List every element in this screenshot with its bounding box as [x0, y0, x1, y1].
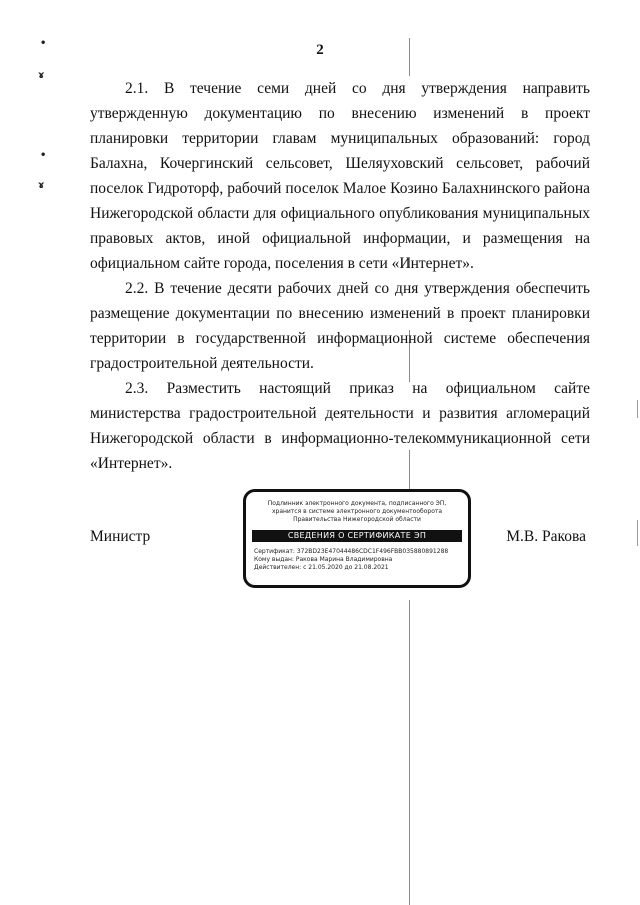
stamp-header-line: Подлинник электронного документа, подписанного ЭП,: [267, 500, 447, 507]
paragraph-2-3: 2.3. Разместить настоящий приказ на официальном сайте министерства градостроительной деятельности и развития агломераций Нижегородской области в информационно-телекоммуникационной сети «Интернет».: [90, 380, 590, 472]
electronic-signature-stamp: [243, 489, 471, 588]
stamp-certificate-bar: СВЕДЕНИЯ О СЕРТИФИКАТЕ ЭП: [252, 530, 462, 542]
scan-artifact-line: [637, 520, 638, 546]
stamp-header: [246, 500, 468, 524]
document-body: [90, 76, 590, 476]
scan-artifact-dot: ɤ: [38, 70, 45, 81]
stamp-details: [254, 548, 460, 572]
scan-artifact-line: [637, 400, 638, 418]
page-number: 2: [316, 42, 324, 58]
scan-artifact-dot: ɤ: [38, 180, 45, 191]
scan-artifact-line: [409, 600, 410, 905]
stamp-validity: Действителен: с 21.05.2020 до 21.08.2021: [254, 564, 389, 571]
stamp-issued-to: Кому выдан: Ракова Марина Владимировна: [254, 556, 393, 563]
paragraph-2-1: 2.1. В течение семи дней со дня утверждения направить утвержденную документацию по внесению изменений в проект планировки территории главам муниципальных образований: город Балахна, Кочергинский сельсовет, Шеляуховский сельсовет, рабочий поселок Гидроторф, рабочий поселок Малое Козино Балахнинского района Нижегородской области для официального опубликования муниципальных правовых актов, иной официальной информации, и размещения на официальном сайте города, поселения в сети «Интернет».: [90, 80, 590, 272]
scan-artifact-dot: •: [40, 38, 47, 49]
stamp-header-line: Правительства Нижегородской области: [293, 516, 421, 523]
stamp-header-line: хранится в системе электронного документооборота: [271, 508, 443, 515]
stamp-certificate-number: Сертификат: 372BD23E47044486CDC1F496FBB035880891288: [254, 548, 449, 555]
signatory-title: Министр: [90, 528, 151, 545]
signatory-name: М.В. Ракова: [506, 528, 586, 545]
paragraph-2-2: 2.2. В течение десяти рабочих дней со дня утверждения обеспечить размещение документации по внесению изменений в проект планировки территории в государственной информационной системе обеспечения градостроительной деятельности.: [90, 280, 590, 372]
scan-artifact-dot: •: [40, 150, 47, 161]
